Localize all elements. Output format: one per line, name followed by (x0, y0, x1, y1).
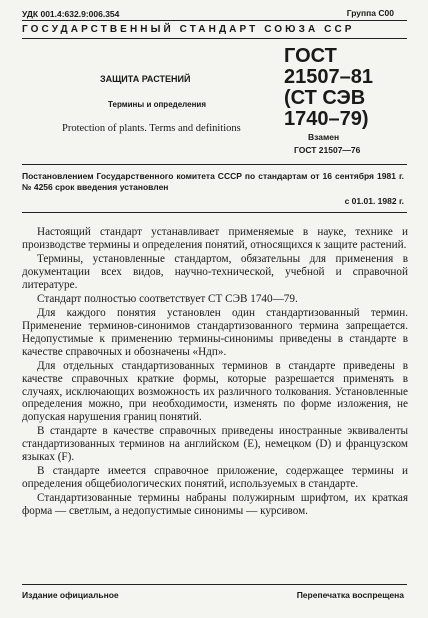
footer-official: Издание официальное (22, 590, 119, 600)
paragraph: Стандарт полностью соответствует СТ СЭВ 1740—79. (37, 292, 298, 305)
decree-text: Постановлением Государственного комитета СССР по стандартам от 16 сентября 1981 г. № 4256 срок введения установлен (22, 171, 404, 192)
document-title: ЗАЩИТА РАСТЕНИЙ (100, 74, 191, 84)
top-rule (22, 20, 407, 21)
replaced-standard: ГОСТ 21507—76 (294, 145, 361, 155)
gost-number-block (284, 46, 404, 130)
replace-label: Взамен (308, 132, 340, 142)
english-title: Protection of plants. Terms and definitions (62, 123, 241, 134)
st-sev-label: (СТ СЭВ (284, 87, 366, 109)
footer-rule (22, 584, 407, 585)
group-code: Группа С00 (346, 8, 394, 18)
header-rule (22, 38, 407, 39)
paragraph: Для каждого понятия установлен один стандартизованный термин. Применение терминов-синонимов стандартизованного термина запрещается. Недопустимые к применению термины-синонимы приведены в стандарте в качестве справочных и обозначены «Ндп». (22, 307, 408, 358)
gost-label: ГОСТ (284, 45, 337, 67)
st-sev-number: 1740–79) (284, 108, 369, 130)
standard-header: ГОСУДАРСТВЕННЫЙ СТАНДАРТ СОЮЗА ССР (22, 24, 355, 35)
document-subtitle: Термины и определения (108, 100, 207, 109)
body-text (22, 226, 408, 520)
effective-date: с 01.01. 1982 г. (344, 196, 404, 206)
footer-reprint: Перепечатка воспрещена (296, 590, 404, 600)
udk-code: УДК 001.4:632.9:006.354 (22, 9, 120, 19)
paragraph: Настоящий стандарт устанавливает применяемые в науке, технике и производстве термины и определения понятий, относящихся к защите растений. (22, 226, 408, 251)
gost-number: 21507–81 (284, 66, 373, 88)
date-rule (22, 212, 407, 213)
decree-rule (22, 164, 407, 165)
paragraph: Термины, установленные стандартом, обязательны для применения в документации всех видов, научно-технической, учебной и справочной литературе. (22, 253, 408, 291)
paragraph: Стандартизованные термины набраны полужирным шрифтом, их краткая форма — светлым, а недопустимые синонимы — курсивом. (22, 492, 408, 518)
paragraph: Для отдельных стандартизованных терминов в стандарте приведены в качестве справочных краткие формы, которые разрешается применять в случаях, исключающих возможность их различного толкования. Установленные определения можно, при необходимости, изменять по форме изложения, не допуская нарушения границ понятий. (22, 359, 408, 424)
paragraph: В стандарте имеется справочное приложение, содержащее термины и определения общебиологических понятий, используемых в стандарте. (22, 465, 408, 491)
paragraph: В стандарте в качестве справочных приведены иностранные эквиваленты стандартизованных терминов на английском (Е), немецком (D) и французском языках (F). (22, 425, 408, 464)
